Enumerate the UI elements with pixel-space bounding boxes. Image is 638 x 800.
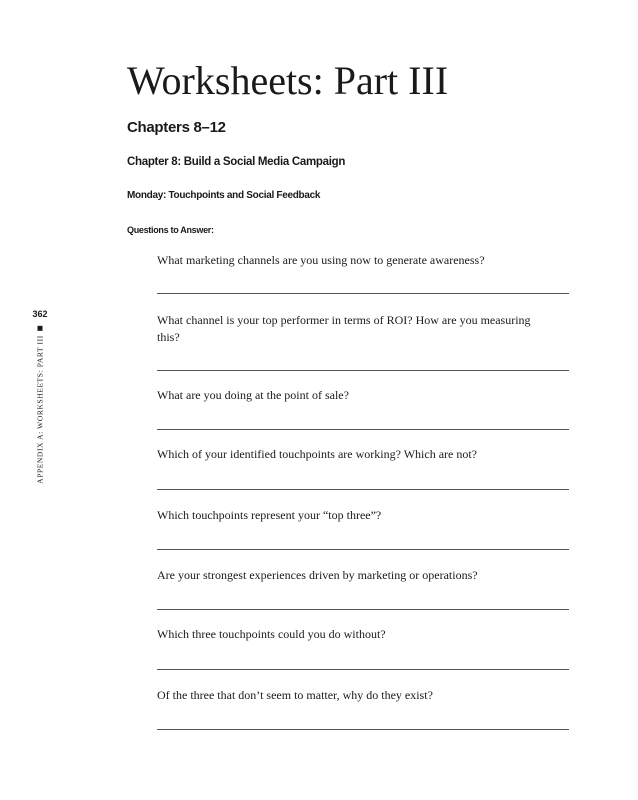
question-8: Of the three that don’t seem to matter, why do they exist? xyxy=(157,688,433,702)
question-7: Which three touchpoints could you do without? xyxy=(157,627,386,641)
question-1: What marketing channels are you using now to generate awareness? xyxy=(157,253,485,267)
answer-line-7[interactable] xyxy=(157,669,569,670)
chapter-heading: Chapter 8: Build a Social Media Campaign xyxy=(127,156,346,168)
answer-line-6[interactable] xyxy=(157,609,569,610)
question-2: What channel is your top performer in terms of ROI? How are you measuring this? xyxy=(157,313,531,344)
question-5: Which touchpoints represent your “top three”? xyxy=(157,508,382,522)
answer-line-2[interactable] xyxy=(157,370,569,371)
question-4: Which of your identified touchpoints are working? Which are not? xyxy=(157,447,478,461)
page-title: Worksheets: Part III xyxy=(127,58,449,103)
question-3: What are you doing at the point of sale? xyxy=(157,388,349,402)
square-bullet-icon xyxy=(38,326,43,331)
answer-line-5[interactable] xyxy=(157,549,569,550)
section-heading: Monday: Touchpoints and Social Feedback xyxy=(127,190,321,201)
running-head xyxy=(36,326,45,484)
answer-line-3[interactable] xyxy=(157,429,569,430)
question-6: Are your strongest experiences driven by marketing or operations? xyxy=(157,568,478,582)
answer-line-4[interactable] xyxy=(157,489,569,490)
answer-line-1[interactable] xyxy=(157,293,569,294)
questions-label: Questions to Answer: xyxy=(127,225,214,235)
page-number: 362 xyxy=(32,309,48,319)
running-head-text: APPENDIX A: WORKSHEETS: PART III xyxy=(35,335,45,484)
chapters-heading: Chapters 8–12 xyxy=(127,119,226,136)
answer-line-8[interactable] xyxy=(157,729,569,730)
